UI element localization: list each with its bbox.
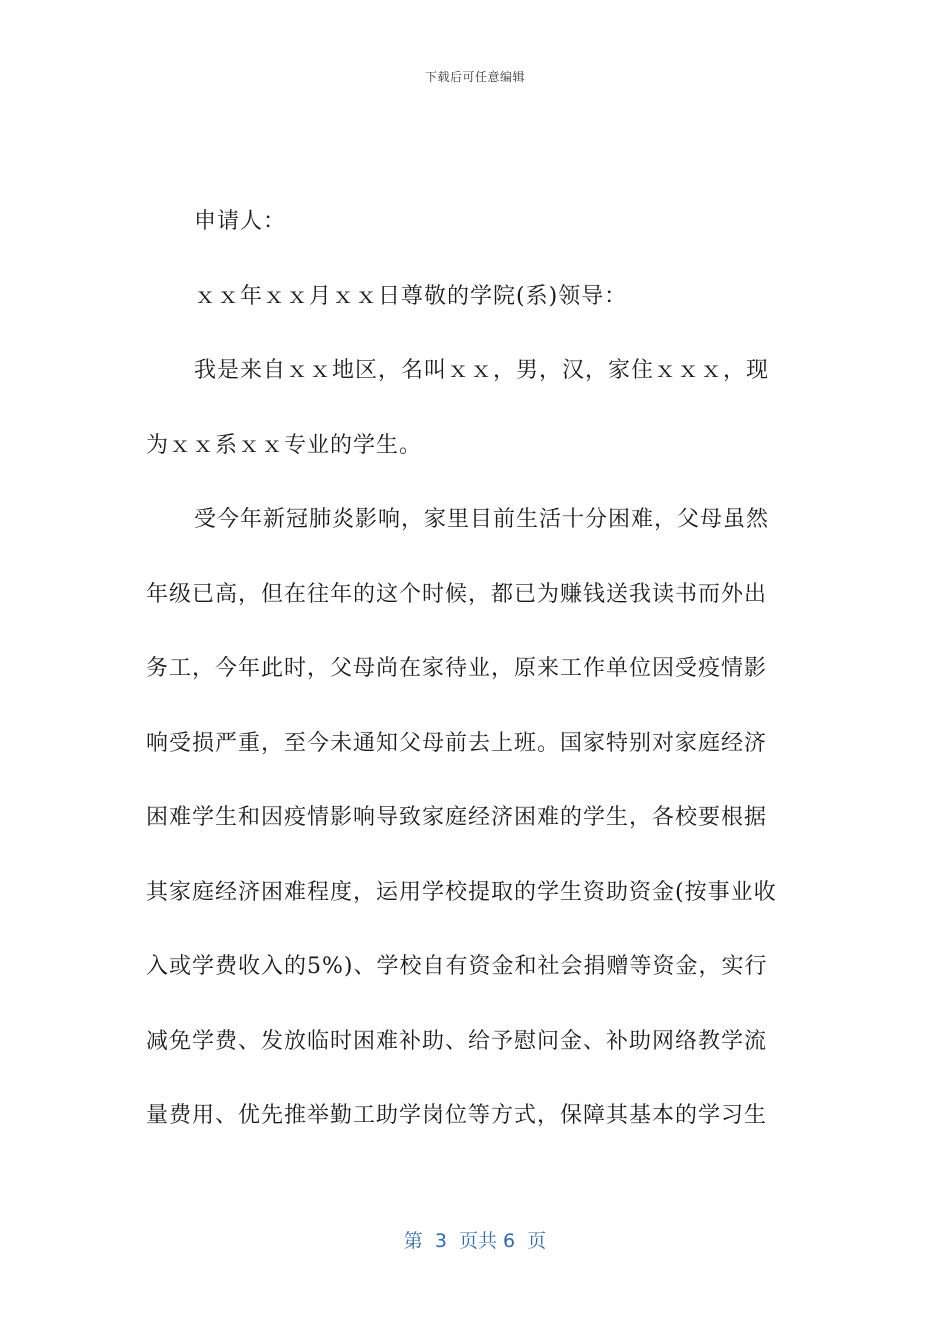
- paragraph-line: 受今年新冠肺炎影响，家里目前生活十分困难，父母虽然: [194, 507, 770, 532]
- paragraph-line: 其家庭经济困难程度，运用学校提取的学生资助资金(按事业收: [146, 879, 777, 905]
- page-number: 第 3 页共 6 页: [403, 1230, 547, 1252]
- date-salutation-line: ｘｘ年ｘｘ月ｘｘ日尊敬的学院(系)领导：: [194, 283, 628, 309]
- paragraph-line: 入或学费收入的5%)、学校自有资金和社会捐赠等资金，实行: [146, 954, 768, 979]
- paragraph-line: 为ｘｘ系ｘｘ专业的学生。: [146, 432, 423, 458]
- document-body: [146, 200, 806, 1169]
- paragraph-line: 年级已高，但在往年的这个时候，都已为赚钱送我读书而外出: [146, 581, 768, 607]
- paragraph-line: 量费用、优先推举勤工助学岗位等方式，保障其基本的学习生: [146, 1103, 768, 1128]
- paragraph-line: 困难学生和因疫情影响导致家庭经济困难的学生，各校要根据: [146, 805, 768, 830]
- applicant-line: 申请人：: [194, 209, 287, 234]
- paragraph-line: 减免学费、发放临时困难补助、给予慰问金、补助网络教学流: [146, 1028, 768, 1054]
- paragraph-line: 务工，今年此时，父母尚在家待业，原来工作单位因受疫情影: [146, 656, 768, 681]
- paragraph-line: 我是来自ｘｘ地区，名叫ｘｘ，男，汉，家住ｘｘｘ，现: [194, 358, 770, 383]
- paragraph-line: 响受损严重，至今未通知父母前去上班。国家特别对家庭经济: [146, 730, 768, 756]
- download-note: 下载后可任意编辑: [424, 70, 525, 84]
